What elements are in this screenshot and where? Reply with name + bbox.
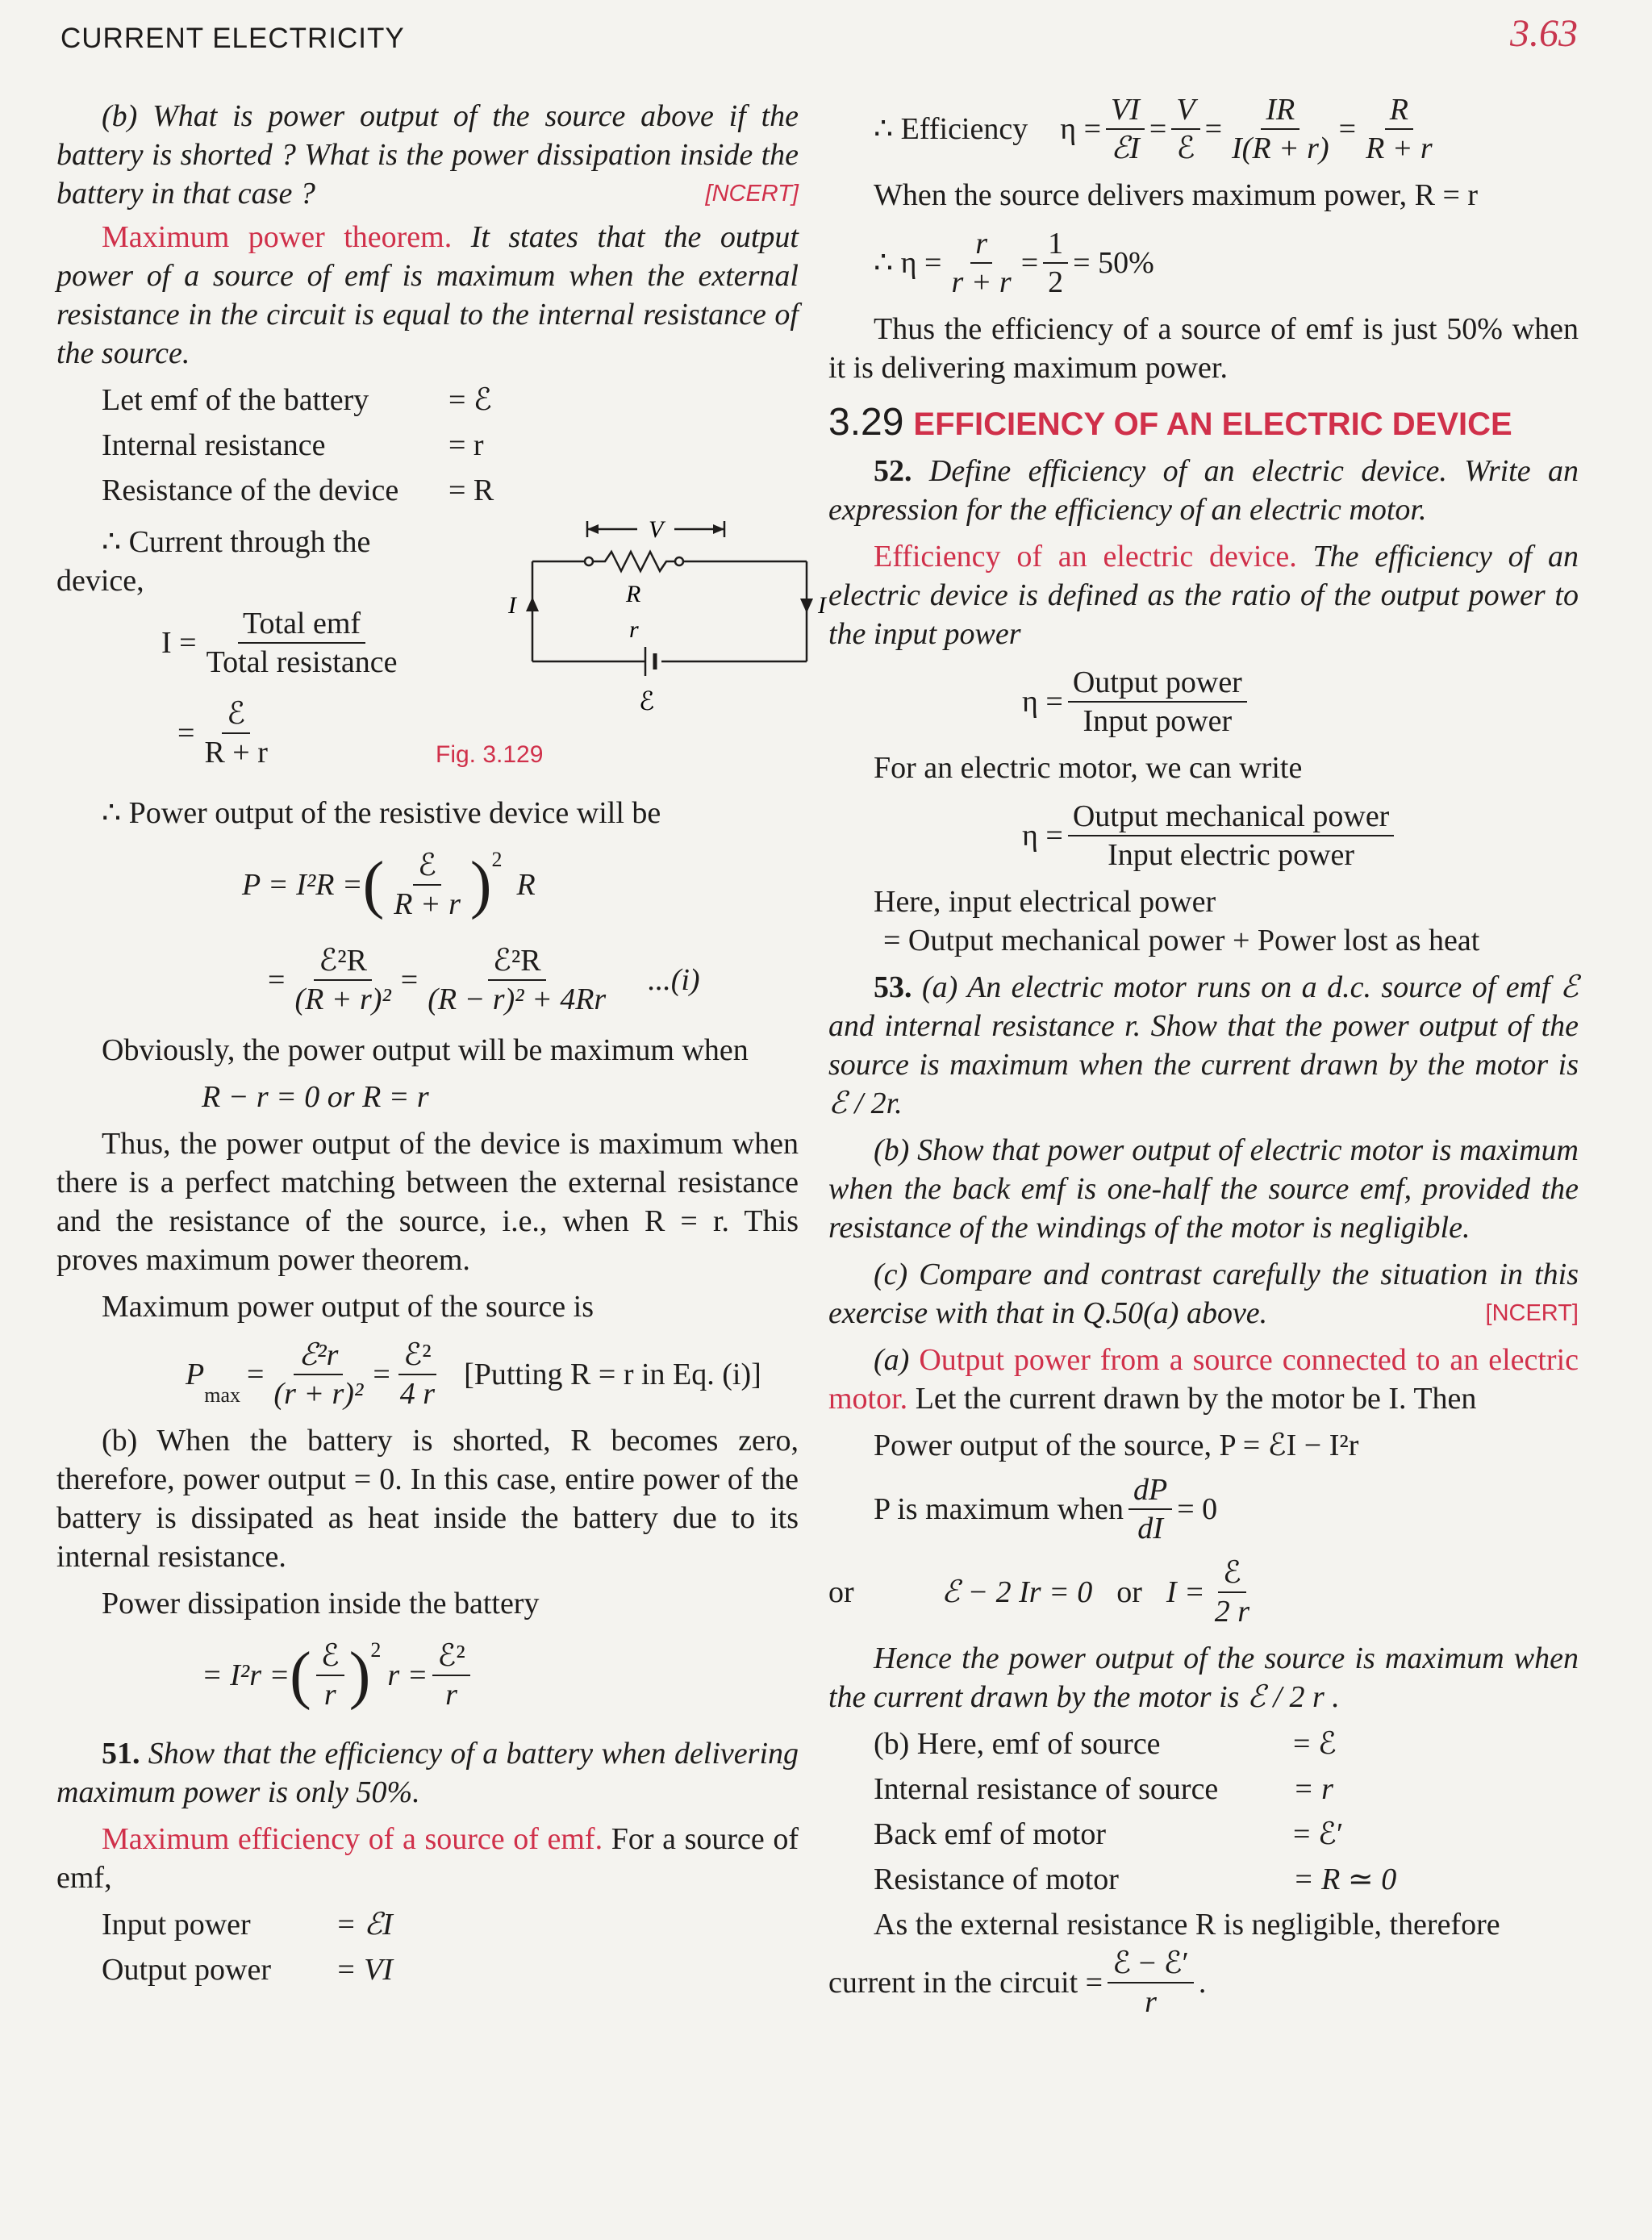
section-header <box>828 403 1579 444</box>
power-equation-2: = ℰ²R (R + r)² = ℰ²R (R − r)² + 4Rr ...(i) <box>268 944 700 1016</box>
section-heading: Maximum efficiency of a source of emf. <box>102 1822 603 1856</box>
when-max: When the source delivers maximum power, R = r <box>874 178 1479 212</box>
max-efficiency: Maximum efficiency of a source of emf. For a source of emf, <box>56 1822 799 1895</box>
circuit-diagram <box>484 516 826 726</box>
dissipation-equation: = I²r = ( ℰ r ) $^2$ r = ℰ² r <box>202 1631 799 1720</box>
efficiency-definition: Efficiency of an electric device. The efficiency of an electric device is defined as the ratio of the output power to the input power <box>828 540 1579 651</box>
definitions <box>102 381 799 510</box>
condition: R − r = 0 or R = r <box>202 1080 429 1114</box>
question-52: 52. Define efficiency of an electric device. Write an expression for the efficiency of an electric motor. <box>828 454 1579 527</box>
fig-label-v: V <box>649 516 664 543</box>
here-input: Here, input electrical power <box>874 885 1216 919</box>
question-53b: (b) Show that power output of electric motor is maximum when the back emf is one-half the source emf, provided the resistance of the windings of the motor is negligible. <box>828 1133 1579 1245</box>
current-equation-2: = ℰ R + r <box>177 697 268 770</box>
section-title: EFFICIENCY OF AN ELECTRIC DEVICE <box>913 407 1512 442</box>
max-power-theorem: Maximum power theorem. It states that the output power of a source of emf is maximum when the external resistance in the circuit is equal to the internal resistance of the source. <box>56 220 799 370</box>
section-heading: Efficiency of an electric device. <box>874 540 1297 574</box>
thus-text: Thus, the power output of the device is maximum when there is a perfect matching between the external resistance and the resistance of the source, i.e., when R = r. This proves maximum power theorem. <box>56 1127 799 1277</box>
ncert-tag: [NCERT] <box>705 181 799 206</box>
question-53a: 53. (a) An electric motor runs on a d.c. source of emf ℰ and internal resistance r. Show that the power output of the source is maximum when the current drawn by the motor is ℰ / 2r. <box>828 970 1579 1120</box>
section-heading: Output power from a source connected to an electric motor. <box>828 1343 1579 1416</box>
right-column <box>828 93 1579 2028</box>
efficiency-equation: ∴ Efficiency η = VI ℰI = V ℰ = IR I(R + r) = R R + r <box>874 93 1433 165</box>
fig-label-i-left: I <box>508 592 516 619</box>
power-output-line: Power output of the source, P = ℰI − I²r <box>874 1429 1359 1462</box>
max-condition: P is maximum when $\frac{dP}{dI}$ = 0 <box>874 1473 1218 1545</box>
figure-caption: Fig. 3.129 <box>436 741 544 768</box>
here-equation: = Output mechanical power + Power lost as heat <box>883 924 1480 957</box>
as-external: As the external resistance R is negligible, therefore <box>874 1908 1500 1942</box>
section-number: 3.29 <box>828 401 904 444</box>
power-equation: P = I²R = ( ℰ R + r ) $^2$ R <box>242 848 536 921</box>
power-intro: ∴ Power output of the resistive device will be <box>102 796 661 830</box>
fig-label-emf: ℰ <box>639 686 655 715</box>
motor-intro: For an electric motor, we can write <box>874 751 1303 785</box>
terminal <box>585 557 593 565</box>
definition-row: Resistance of motor = R ≃ 0 <box>874 1862 1397 1896</box>
arrow-down-icon <box>800 599 813 613</box>
arrow-left-icon <box>587 524 599 534</box>
definition-row: Input power = ℰI <box>102 1908 393 1942</box>
shorted-text: (b) When the battery is shorted, R becomes zero, therefore, power output = 0. In this case, entire power of the battery is dissipated as heat inside the battery due to its internal resistance. <box>56 1424 799 1574</box>
eta-equation: ∴ η = $\frac{r}{r + r}$ = $\frac{1}{2}$ = 50% <box>874 227 1154 299</box>
fig-label-r-ext: R <box>626 581 641 607</box>
question-51: 51. Show that the efficiency of a battery when delivering maximum power is only 50%. <box>56 1737 799 1809</box>
left-column <box>56 97 826 1996</box>
question-b: (b) What is power output of the source above if the battery is shorted ? What is the power dissipation inside the battery in that case ? [NCERT] <box>56 97 799 213</box>
answer-a: (a) Output power from a source connected to an electric motor. Let the current drawn by the motor be I. Then <box>828 1343 1579 1416</box>
thus-efficiency: Thus the efficiency of a source of emf is just 50% when it is delivering maximum power. <box>828 312 1579 385</box>
definition-row: Internal resistance = r <box>102 428 484 462</box>
terminal <box>675 557 683 565</box>
definition-row: (b) Here, emf of source = ℰ <box>874 1727 1337 1761</box>
power-defs <box>102 1905 799 1989</box>
definition-row: Let emf of the battery = ℰ <box>102 383 492 417</box>
obviously-text: Obviously, the power output will be maximum when <box>102 1033 749 1067</box>
current-block: ∴ Current through the device, I = Total emf Total resistance = ℰ R + r V R r ℰ I I Fig. 3.129 <box>56 516 799 782</box>
hence-text: Hence the power output of the source is maximum when the current drawn by the motor is ℰ / 2 r . <box>828 1641 1579 1714</box>
max-intro: Maximum power output of the source is <box>102 1290 594 1324</box>
eta-equation-1: η = Output power Input power <box>1022 661 1579 742</box>
definition-row: Output power = VI <box>102 1953 394 1987</box>
eta-equation-2: η = Output mechanical power Input electric power <box>1022 795 1579 876</box>
pmax-equation: P $_{max}$ = ℰ²r (r + r)² = ℰ² 4 r [Putting R = r in Eq. (i)] <box>186 1338 761 1411</box>
arrow-up-icon <box>526 597 539 611</box>
solve-equation: or ℰ − 2 Ir = 0 or I = ℰ 2 r <box>828 1556 1249 1629</box>
definition-row: Internal resistance of source = r <box>874 1772 1333 1806</box>
dissipation-intro: Power dissipation inside the battery <box>102 1587 540 1621</box>
defs-b <box>874 1725 1579 1899</box>
question-53c: (c) Compare and contrast carefully the situation in this exercise with that in Q.50(a) above. [NCERT] <box>828 1255 1579 1333</box>
current-equation: I = Total emf Total resistance <box>161 607 398 679</box>
definition-row: Resistance of the device = R <box>102 473 494 507</box>
definition-row: Back emf of motor = ℰ′ <box>874 1817 1344 1851</box>
ncert-tag: [NCERT] <box>1485 1300 1579 1326</box>
page-number: 3.63 <box>1510 12 1578 55</box>
current-circuit-equation: current in the circuit = ℰ − ℰ′ r . <box>828 1946 1207 2019</box>
arrow-right-icon <box>713 524 724 534</box>
fig-label-r-int: r <box>629 616 639 643</box>
section-heading: Maximum power theorem. <box>102 220 453 254</box>
fig-label-i-right: I <box>818 592 826 619</box>
running-header: CURRENT ELECTRICITY <box>60 23 405 54</box>
